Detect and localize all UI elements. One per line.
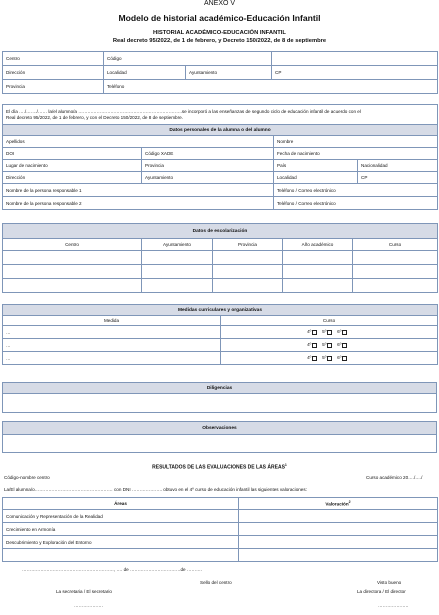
- observaciones-table: [2, 421, 437, 453]
- name-field[interactable]: Nombre: [274, 136, 438, 148]
- centre-locality-field[interactable]: Localidad: [104, 66, 186, 80]
- annex-label: ANEXO V: [203, 0, 236, 7]
- table-cell[interactable]: [142, 279, 213, 293]
- grade-label: 5º: [322, 342, 327, 348]
- place-date-line[interactable]: ……………………………………………………, …. de ……………………………de ……….: [22, 567, 202, 572]
- grade-label: 4º: [307, 342, 312, 348]
- grade-checkboxes: [221, 339, 438, 352]
- checkbox[interactable]: [342, 356, 347, 361]
- table-row: [3, 265, 438, 279]
- student-locality-field[interactable]: Localidad: [274, 172, 358, 184]
- table-cell[interactable]: [213, 265, 283, 279]
- table-cell[interactable]: [142, 265, 213, 279]
- director-label: La directora / El director: [357, 589, 406, 594]
- secretary-label: La secretaria / El secretario: [56, 589, 112, 594]
- table-row: [3, 339, 438, 352]
- academic-year[interactable]: Curso académico 20…./…./: [366, 475, 423, 480]
- table-cell[interactable]: [3, 279, 142, 293]
- student-cp-field[interactable]: CP: [358, 172, 438, 184]
- grade-label: 5º: [322, 355, 327, 361]
- measures-col-curso: Curso: [221, 316, 438, 326]
- table-row: [3, 352, 438, 365]
- enrolment-line-1: El día …./……./…… la/el alumno/a …………………………………………………………..se incorporó a las enseñanzas de segundo ciclo de educación infantil de acuerdo con el: [6, 108, 361, 114]
- centre-province-field[interactable]: Provincia: [3, 80, 104, 94]
- centre-table: [2, 51, 438, 94]
- grade-label: 6º: [337, 355, 342, 361]
- centre-field[interactable]: Centro: [3, 52, 104, 66]
- nationality-field[interactable]: Nacionalidad: [358, 160, 438, 172]
- secretary-signature[interactable]: ……………….: [74, 603, 103, 608]
- birth-date-field[interactable]: Fecha de nacimiento: [274, 148, 438, 160]
- table-cell[interactable]: [283, 251, 353, 265]
- checkbox[interactable]: [342, 343, 347, 348]
- area-valuation[interactable]: [239, 549, 438, 562]
- footnote-mark: 2: [348, 500, 351, 505]
- centre-council-field[interactable]: Ayuntamiento: [186, 66, 272, 80]
- surname-field[interactable]: Apellidos: [3, 136, 274, 148]
- table-row: [3, 326, 438, 339]
- centre-seal: Sello del centro: [200, 580, 232, 585]
- checkbox[interactable]: [327, 330, 332, 335]
- grade-label: 4º: [307, 355, 312, 361]
- schooling-col-curso: Curso: [353, 239, 438, 251]
- birthplace-field[interactable]: Lugar de nacimiento: [3, 160, 142, 172]
- guardian-2-contact-field[interactable]: Teléfono / Correo electrónico: [274, 197, 438, 210]
- results-title: [0, 463, 439, 471]
- diligencias-table: [2, 382, 437, 413]
- table-cell[interactable]: [3, 251, 142, 265]
- area-name: Descubrimiento y Exploración del Entorno: [3, 536, 239, 549]
- checkbox[interactable]: [312, 330, 317, 335]
- enrolment-line-2: Real decreto 95/2022, de 1 de febrero, y con el Decreto 150/2022, de 8 de septiembre.: [6, 114, 183, 120]
- schooling-col-ano: Año académico: [283, 239, 353, 251]
- area-name: [3, 549, 239, 562]
- valoracion-label: Valoración: [325, 501, 349, 507]
- document-subtitle: HISTORIAL ACADÉMICO-EDUCACIÓN INFANTIL: [153, 30, 286, 36]
- personal-table: [2, 104, 438, 210]
- doi-field[interactable]: DOI: [3, 148, 142, 160]
- grade-label: 6º: [337, 329, 342, 335]
- areas-col: Áreas: [3, 498, 239, 510]
- checkbox[interactable]: [327, 343, 332, 348]
- checkbox[interactable]: [312, 356, 317, 361]
- centre-code-name[interactable]: Código-nombre centro: [4, 475, 50, 480]
- measure-name[interactable]: …: [3, 326, 221, 339]
- enrolment-statement: [3, 105, 438, 125]
- approval-label: Visto bueno: [377, 580, 402, 585]
- student-valuation-line[interactable]: La/El alumna/o…………………………………………… con DNI ……………….. obtuvo en el 4º curso de educación infantil las siguientes valoraciones:: [4, 487, 307, 492]
- table-row: [3, 549, 438, 562]
- table-cell[interactable]: [353, 251, 438, 265]
- grade-label: 5º: [322, 329, 327, 335]
- centre-cp-field[interactable]: CP: [272, 66, 438, 80]
- student-address-field[interactable]: Dirección: [3, 172, 142, 184]
- observaciones-heading: Observaciones: [3, 422, 437, 435]
- centre-address-field[interactable]: Dirección: [3, 66, 104, 80]
- schooling-col-provincia: Provincia: [213, 239, 283, 251]
- table-cell[interactable]: [283, 265, 353, 279]
- table-row: [3, 510, 438, 523]
- table-cell[interactable]: [3, 265, 142, 279]
- country-field[interactable]: País: [274, 160, 358, 172]
- schooling-table: [2, 223, 438, 293]
- xade-code-field[interactable]: Código XADE: [142, 148, 274, 160]
- footnote-mark: 1: [284, 463, 287, 467]
- document-title: Modelo de historial académico-Educación Infantil: [118, 13, 321, 23]
- measures-heading: Medidas curriculares y organizativas: [3, 305, 438, 316]
- checkbox[interactable]: [342, 330, 347, 335]
- valoracion-col: [239, 498, 438, 510]
- centre-blank: [272, 52, 438, 66]
- schooling-heading: Datos de escolarización: [3, 224, 438, 239]
- table-cell[interactable]: [213, 279, 283, 293]
- grade-label: 4º: [307, 329, 312, 335]
- guardian-1-field[interactable]: Nombre de la persona responsable 1: [3, 184, 274, 197]
- results-table: [2, 497, 438, 562]
- schooling-col-ayuntamiento: Ayuntamiento: [142, 239, 213, 251]
- table-row: [3, 523, 438, 536]
- table-row: [3, 536, 438, 549]
- decree-reference: Real decreto 95/2022, de 1 de febrero, y Decreto 150/2022, de 8 de septiembre: [112, 38, 327, 44]
- results-title-text: RESULTADOS DE LAS EVALUACIONES DE LAS ÁREAS: [152, 464, 285, 471]
- guardian-1-contact-field[interactable]: Teléfono / Correo electrónico: [274, 184, 438, 197]
- guardian-2-field[interactable]: Nombre de la persona responsable 2: [3, 197, 274, 210]
- diligencias-field[interactable]: [3, 394, 437, 413]
- table-cell[interactable]: [353, 265, 438, 279]
- director-signature[interactable]: ………………..: [378, 603, 409, 608]
- table-cell[interactable]: [142, 251, 213, 265]
- measure-name[interactable]: …: [3, 352, 221, 365]
- table-cell[interactable]: [283, 279, 353, 293]
- schooling-col-centro: Centro: [3, 239, 142, 251]
- measures-col-medida: Medida: [3, 316, 221, 326]
- table-row: [3, 279, 438, 293]
- grade-label: 6º: [337, 342, 342, 348]
- grade-checkboxes: [221, 352, 438, 365]
- grade-checkboxes: [221, 326, 438, 339]
- observaciones-field[interactable]: [3, 435, 437, 453]
- centre-code-field[interactable]: Código: [104, 52, 272, 66]
- table-cell[interactable]: [213, 251, 283, 265]
- student-province-field[interactable]: Provincia: [142, 160, 274, 172]
- measures-table: [2, 304, 438, 365]
- area-name: Crecimiento en Armonía: [3, 523, 239, 536]
- diligencias-heading: Diligencias: [3, 383, 437, 394]
- checkbox[interactable]: [312, 343, 317, 348]
- student-council-field[interactable]: Ayuntamiento: [142, 172, 274, 184]
- centre-phone-field[interactable]: Teléfono: [104, 80, 438, 94]
- area-name: Comunicación y Representación de la Realidad: [3, 510, 239, 523]
- area-valuation[interactable]: [239, 536, 438, 549]
- table-cell[interactable]: [353, 279, 438, 293]
- personal-data-heading: Datos personales de la alumna o del alumno: [3, 125, 438, 136]
- area-valuation[interactable]: [239, 510, 438, 523]
- area-valuation[interactable]: [239, 523, 438, 536]
- table-row: [3, 251, 438, 265]
- checkbox[interactable]: [327, 356, 332, 361]
- measure-name[interactable]: …: [3, 339, 221, 352]
